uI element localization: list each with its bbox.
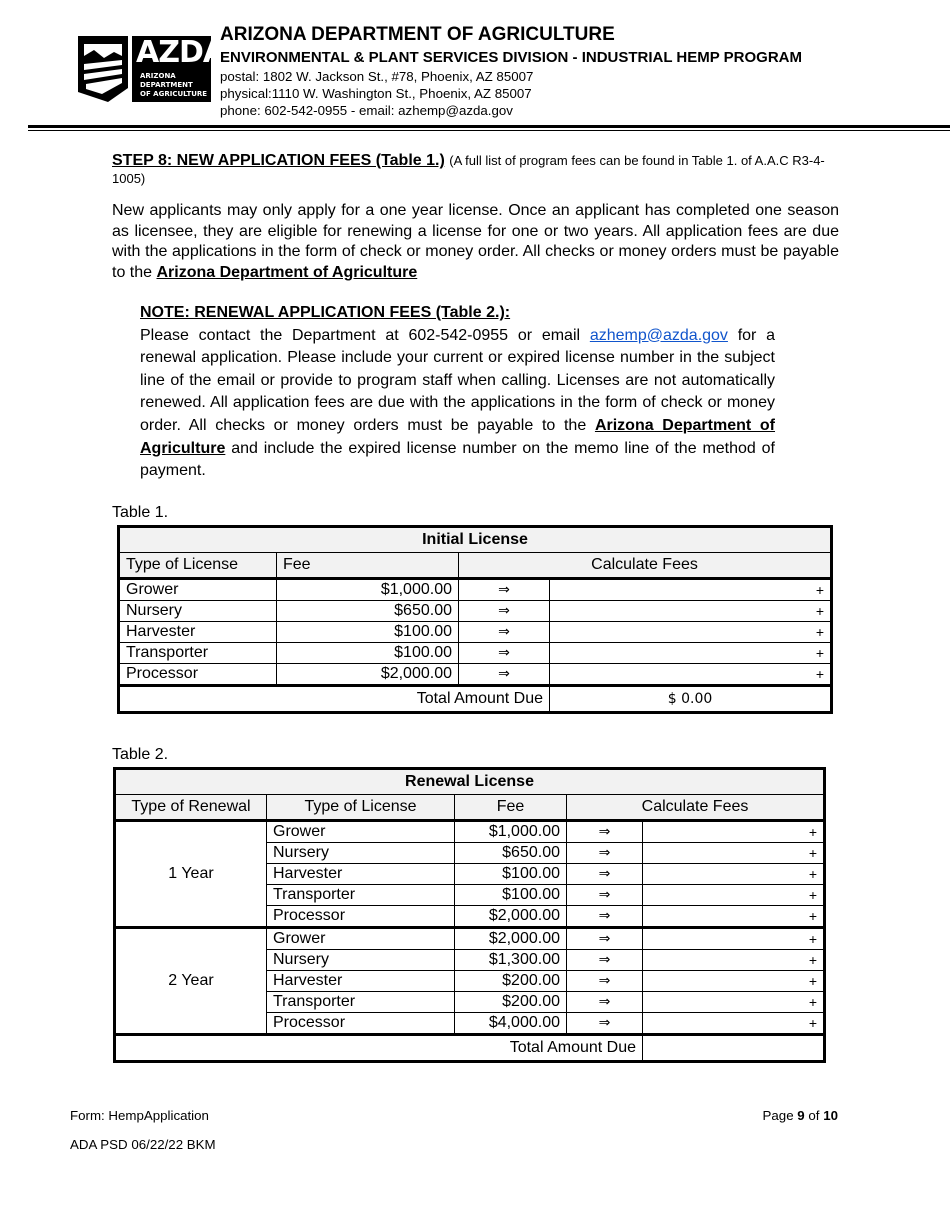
license-fee: $200.00	[455, 992, 567, 1013]
calc-fee-field[interactable]: +	[550, 601, 832, 622]
license-type: Transporter	[267, 885, 455, 906]
table1-col-fee: Fee	[277, 553, 459, 579]
arrow-icon: ⇒	[567, 885, 643, 906]
table1-col-calc: Calculate Fees	[459, 553, 832, 579]
license-fee: $4,000.00	[455, 1013, 567, 1035]
renewal-term: 1 Year	[115, 821, 267, 928]
table-row	[115, 821, 825, 843]
step8-payee: Arizona Department of Agriculture	[156, 263, 418, 281]
license-fee: $2,000.00	[277, 664, 459, 686]
arrow-icon: ⇒	[459, 579, 550, 601]
page-number: 9	[797, 1108, 805, 1123]
license-type: Harvester	[267, 864, 455, 885]
calc-fee-field[interactable]: +	[550, 643, 832, 664]
initial-license-table	[117, 525, 833, 714]
table1-col-type: Type of License	[119, 553, 277, 579]
license-fee: $1,000.00	[455, 821, 567, 843]
calc-fee-field[interactable]: +	[550, 579, 832, 601]
calc-fee-field[interactable]: +	[643, 992, 825, 1013]
license-type: Nursery	[267, 950, 455, 971]
license-type: Grower	[119, 579, 277, 601]
renewal-note	[140, 302, 775, 483]
license-type: Harvester	[119, 622, 277, 643]
table1-total-field[interactable]: $ 0.00	[550, 686, 832, 713]
page-of-label: of	[808, 1108, 820, 1123]
table-row	[119, 664, 832, 686]
calc-fee-field[interactable]: +	[643, 906, 825, 928]
arrow-icon: ⇒	[567, 928, 643, 950]
form-name: Form: HempApplication	[70, 1108, 209, 1123]
table1-title: Initial License	[119, 527, 832, 553]
postal-address: postal: 1802 W. Jackson St., #78, Phoenix, AZ 85007	[220, 69, 534, 84]
contact-line: phone: 602-542-0955 - email: azhemp@azda.gov	[220, 103, 513, 118]
license-type: Nursery	[119, 601, 277, 622]
license-type: Transporter	[119, 643, 277, 664]
calc-fee-field[interactable]: +	[643, 950, 825, 971]
calc-fee-field[interactable]: +	[643, 864, 825, 885]
table-row	[119, 622, 832, 643]
table-row	[115, 928, 825, 950]
renewal-license-table	[113, 767, 826, 1063]
license-fee: $100.00	[455, 864, 567, 885]
arrow-icon: ⇒	[567, 1013, 643, 1035]
step8-heading: STEP 8: NEW APPLICATION FEES (Table 1.)	[112, 152, 445, 169]
calc-fee-field[interactable]: +	[550, 664, 832, 686]
header-rule	[28, 125, 950, 128]
license-fee: $200.00	[455, 971, 567, 992]
logo-wordmark: AZDA	[136, 35, 226, 70]
license-fee: $2,000.00	[455, 906, 567, 928]
table-row	[119, 643, 832, 664]
header-rule-thin	[28, 130, 950, 131]
arrow-icon: ⇒	[567, 864, 643, 885]
license-type: Processor	[267, 906, 455, 928]
step8-paragraph	[112, 201, 839, 283]
license-fee: $650.00	[277, 601, 459, 622]
arrow-icon: ⇒	[567, 950, 643, 971]
calc-fee-field[interactable]: +	[643, 1013, 825, 1035]
arrow-icon: ⇒	[567, 971, 643, 992]
step8-reference-note: (A full list of program fees can be found in Table 1. of A.A.C R3-4-1005)	[112, 153, 825, 186]
table2-col-calc: Calculate Fees	[567, 795, 825, 821]
table-row	[119, 579, 832, 601]
license-fee: $650.00	[455, 843, 567, 864]
calc-fee-field[interactable]: +	[643, 971, 825, 992]
renewal-term: 2 Year	[115, 928, 267, 1035]
step8-paragraph-text: New applicants may only apply for a one year license. Once an applicant has completed one season as licensee, they are eligible for renewing a license for one or two years. All application fees are due with the applications in the form of check or money order. All checks or money orders must be payable to the	[112, 202, 839, 281]
table2-col-type: Type of License	[267, 795, 455, 821]
logo-subtext: ARIZONA DEPARTMENT OF AGRICULTURE	[140, 72, 208, 98]
renewal-note-text-a: Please contact the Department at 602-542-0955 or email	[140, 326, 581, 344]
agency-title: ARIZONA DEPARTMENT OF AGRICULTURE	[220, 24, 615, 45]
license-fee: $100.00	[277, 622, 459, 643]
page-indicator	[763, 1108, 838, 1123]
azda-logo	[74, 34, 226, 104]
table2-title: Renewal License	[115, 769, 825, 795]
table2-total-field[interactable]	[643, 1035, 825, 1062]
arrow-icon: ⇒	[459, 643, 550, 664]
license-type: Processor	[267, 1013, 455, 1035]
arrow-icon: ⇒	[459, 664, 550, 686]
calc-fee-field[interactable]: +	[643, 885, 825, 906]
calc-fee-field[interactable]: +	[643, 843, 825, 864]
physical-address: physical:1110 W. Washington St., Phoenix, AZ 85007	[220, 86, 532, 101]
arrow-icon: ⇒	[567, 821, 643, 843]
license-fee: $100.00	[277, 643, 459, 664]
table1-total-label: Total Amount Due	[119, 686, 550, 713]
table2-caption: Table 2.	[112, 746, 169, 763]
license-fee: $1,000.00	[277, 579, 459, 601]
calc-fee-field[interactable]: +	[643, 928, 825, 950]
license-fee: $2,000.00	[455, 928, 567, 950]
page-total: 10	[823, 1108, 838, 1123]
revision-code: ADA PSD 06/22/22 BKM	[70, 1137, 216, 1152]
renewal-note-payee: Arizona Department of Agriculture	[140, 416, 776, 457]
arrow-icon: ⇒	[459, 622, 550, 643]
license-type: Grower	[267, 928, 455, 950]
license-fee: $1,300.00	[455, 950, 567, 971]
arrow-icon: ⇒	[567, 992, 643, 1013]
table2-total-label: Total Amount Due	[115, 1035, 643, 1062]
renewal-note-text-b: for a renewal application. Please include your current or expired license number in the subject line of the email or provide to program staff when calling. Licenses are not automatically renewed. All application fees are due with the applications in the form of check or money order. All checks or money orders must be payable to the	[140, 326, 776, 434]
license-fee: $100.00	[455, 885, 567, 906]
renewal-note-heading: NOTE: RENEWAL APPLICATION FEES (Table 2.):	[140, 304, 511, 321]
page-label: Page	[762, 1108, 794, 1123]
renewal-note-text-c: and include the expired license number on the memo line of the method of payment.	[140, 439, 775, 480]
license-type: Transporter	[267, 992, 455, 1013]
license-type: Grower	[267, 821, 455, 843]
arrow-icon: ⇒	[567, 843, 643, 864]
table-row	[119, 601, 832, 622]
step8-heading-block	[112, 152, 842, 188]
table2-col-renewal: Type of Renewal	[115, 795, 267, 821]
division-title: ENVIRONMENTAL & PLANT SERVICES DIVISION - INDUSTRIAL HEMP PROGRAM	[220, 49, 802, 66]
license-type: Harvester	[267, 971, 455, 992]
arrow-icon: ⇒	[459, 601, 550, 622]
calc-fee-field[interactable]: +	[550, 622, 832, 643]
license-type: Processor	[119, 664, 277, 686]
license-type: Nursery	[267, 843, 455, 864]
email-link[interactable]: azhemp@azda.gov	[589, 326, 728, 344]
arrow-icon: ⇒	[567, 906, 643, 928]
calc-fee-field[interactable]: +	[643, 821, 825, 843]
table2-col-fee: Fee	[455, 795, 567, 821]
table1-caption: Table 1.	[112, 504, 169, 521]
